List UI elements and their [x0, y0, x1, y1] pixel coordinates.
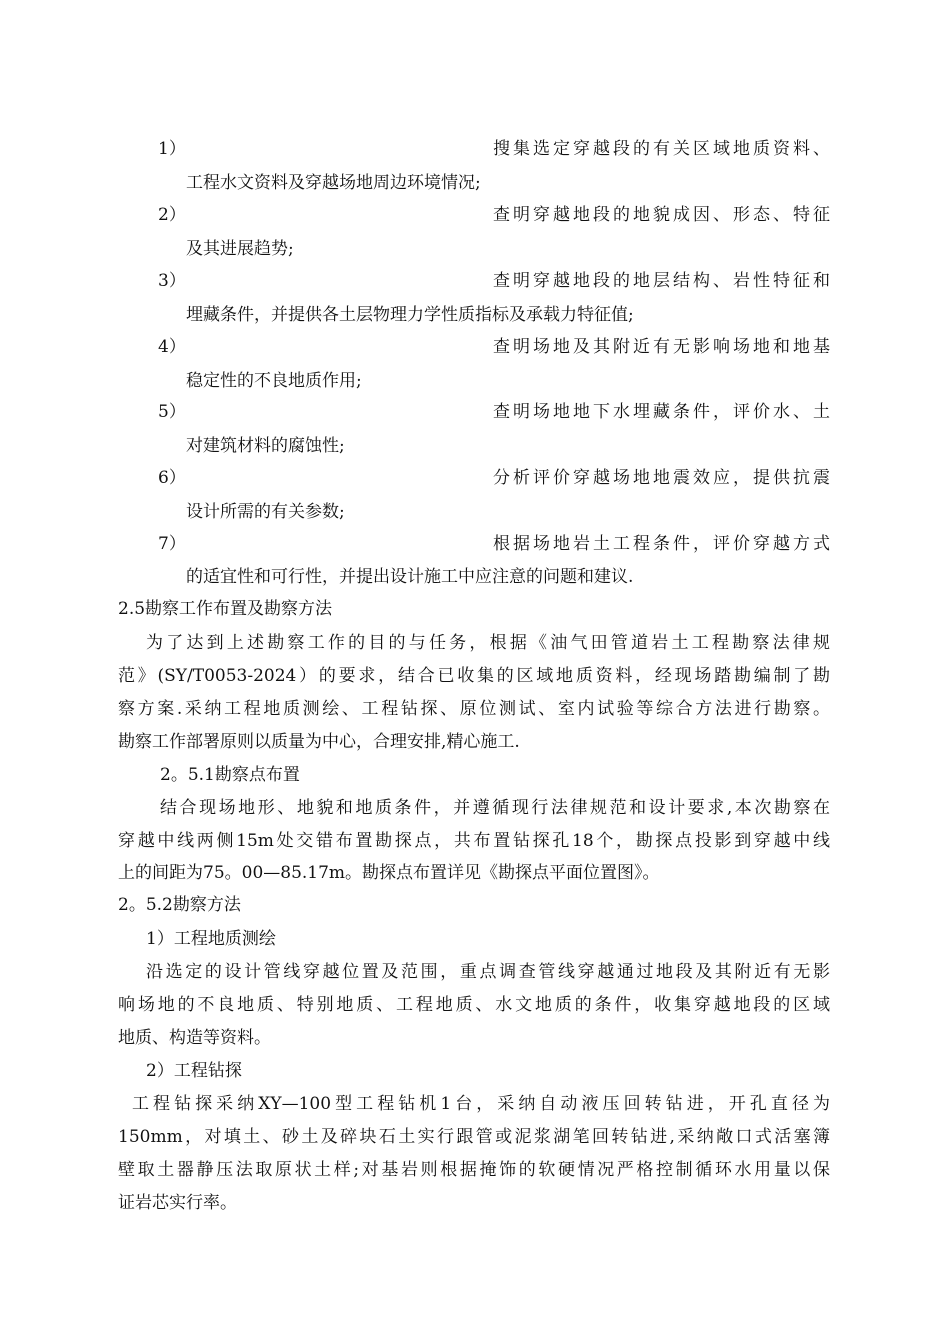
paragraph-line: 为了达到上述勘察工作的目的与任务，根据《油气田管道岩土工程勘察法律规 [146, 633, 830, 653]
paragraph-line: 上的间距为75。00—85.17m。勘探点布置详见《勘探点平面位置图》。 [118, 863, 660, 883]
task-text-first: 搜集选定穿越段的有关区域地质资料、 [493, 139, 830, 159]
paragraph-line: 地质、构造等资料。 [118, 1028, 271, 1048]
paragraph-line: 范》(SY/T0053-2024）的要求，结合已收集的区域地质资料，经现场踏勘编制了勘 [118, 666, 830, 686]
task-text-continued: 对建筑材料的腐蚀性; [186, 436, 345, 456]
task-text-first: 查明穿越地段的地貌成因、形态、特征 [493, 205, 830, 225]
paragraph-line: 壁取土器静压法取原状土样;对基岩则根据掩饰的软硬情况严格控制循环水用量以保 [118, 1160, 830, 1180]
paragraph-line: 沿选定的设计管线穿越位置及范围，重点调查管线穿越通过地段及其附近有无影 [146, 962, 830, 982]
paragraph-line: 察方案.采纳工程地质测绘、工程钻探、原位测试、室内试验等综合方法进行勘察。 [118, 699, 830, 719]
task-text-first: 查明穿越地段的地层结构、岩性特征和 [493, 271, 830, 291]
task-text-first: 查明场地地下水埋藏条件，评价水、土 [493, 402, 830, 422]
task-text-continued: 的适宜性和可行性，并提出设计施工中应注意的问题和建议. [186, 567, 634, 587]
task-number: 2） [158, 205, 186, 225]
paragraph-line: 勘察工作部署原则以质量为中心，合理安排,精心施工. [118, 732, 520, 752]
paragraph-line: 150mm，对填土、砂土及碎块石土实行跟管或泥浆湖笔回转钻进,采纳敞口式活塞簿 [118, 1127, 830, 1147]
task-text-first: 查明场地及其附近有无影响场地和地基 [493, 337, 830, 357]
subsection-heading-drilling: 2）工程钻探 [146, 1061, 242, 1081]
subsection-heading-mapping: 1）工程地质测绘 [146, 929, 276, 949]
task-text-continued: 工程水文资料及穿越场地周边环境情况; [186, 173, 481, 193]
section-heading-2-5: 2.5勘察工作布置及勘察方法 [118, 599, 333, 619]
task-text-first: 根据场地岩土工程条件，评价穿越方式 [493, 534, 830, 554]
paragraph-line: 工程钻探采纳XY—100型工程钻机1台，采纳自动液压回转钻进，开孔直径为 [132, 1094, 830, 1114]
paragraph-line: 证岩芯实行率。 [118, 1193, 237, 1213]
section-heading-2-5-1: 2。5.1勘察点布置 [160, 765, 300, 785]
task-number: 6） [158, 468, 186, 488]
task-number: 7） [158, 534, 186, 554]
task-number: 3） [158, 271, 186, 291]
paragraph-line: 结合现场地形、地貌和地质条件，并遵循现行法律规范和设计要求,本次勘察在 [160, 798, 830, 818]
task-number: 1） [158, 139, 186, 159]
task-text-continued: 埋藏条件，并提供各土层物理力学性质指标及承载力特征值; [186, 305, 634, 325]
task-text-continued: 稳定性的不良地质作用; [186, 371, 362, 391]
task-number: 4） [158, 337, 186, 357]
task-text-continued: 设计所需的有关参数; [186, 502, 345, 522]
task-text-continued: 及其进展趋势; [186, 239, 294, 259]
paragraph-line: 穿越中线两侧15m处交错布置勘探点，共布置钻探孔18个，勘探点投影到穿越中线 [118, 831, 830, 851]
paragraph-line: 响场地的不良地质、特别地质、工程地质、水文地质的条件，收集穿越地段的区域 [118, 995, 830, 1015]
task-number: 5） [158, 402, 186, 422]
task-text-first: 分析评价穿越场地地震效应，提供抗震 [493, 468, 830, 488]
section-heading-2-5-2: 2。5.2勘察方法 [118, 895, 241, 915]
